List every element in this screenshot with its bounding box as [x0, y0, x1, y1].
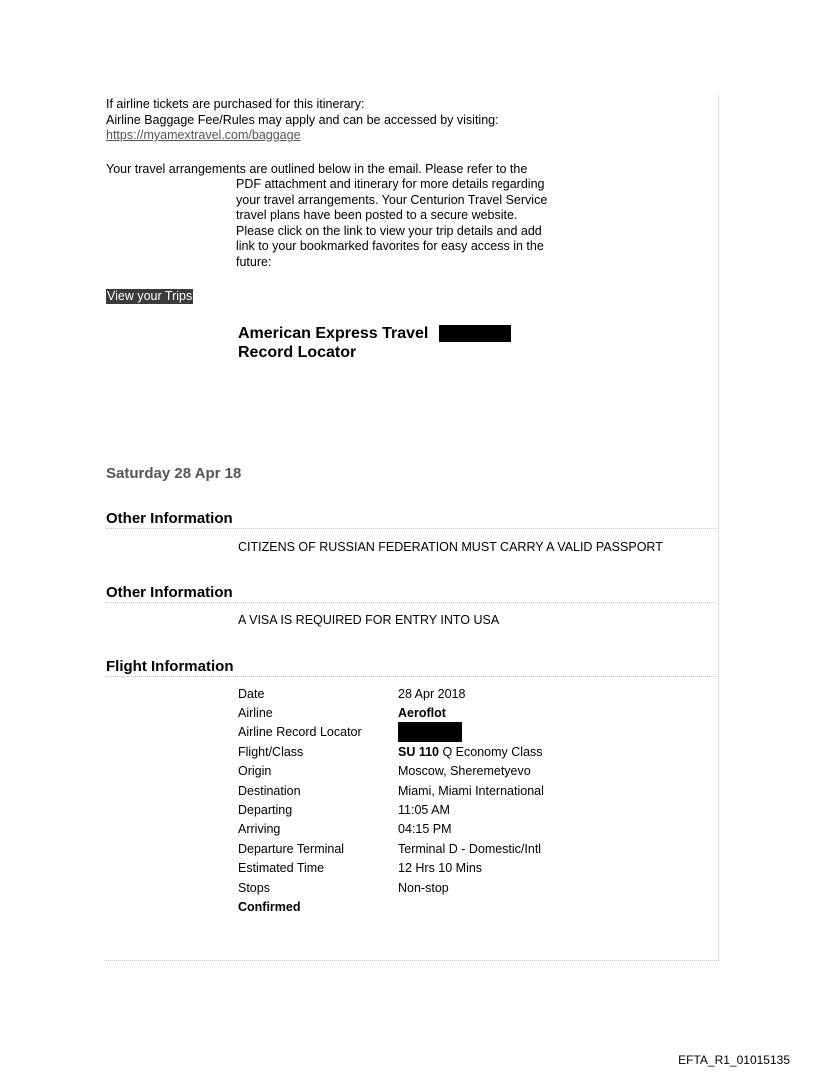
flight-label: Flight/Class — [238, 744, 304, 759]
flight-value: Terminal D - Domestic/Intl — [398, 841, 542, 856]
locator-title: American Express Travel — [238, 325, 429, 342]
flight-row-flight-class — [238, 742, 544, 761]
flight-row-date — [238, 684, 544, 703]
baggage-notice — [106, 97, 499, 144]
passport-notice: CITIZENS OF RUSSIAN FEDERATION MUST CARRY A VALID PASSPORT — [238, 540, 663, 554]
flight-row-arriving — [238, 820, 544, 839]
flight-label: Date — [238, 686, 265, 701]
flight-label: Stops — [238, 880, 270, 895]
arrangements-line: future: — [236, 254, 272, 269]
flight-row-confirmed — [238, 897, 544, 916]
baggage-line-1: If airline tickets are purchased for this itinerary: — [106, 97, 365, 111]
arrangements-line: travel plans have been posted to a secure website. — [236, 208, 518, 223]
locator-subtitle: Record Locator — [238, 344, 357, 361]
flight-label: Airline — [238, 706, 273, 721]
redacted-airline-locator — [398, 722, 462, 742]
baggage-link[interactable]: https://myamextravel.com/baggage — [106, 128, 301, 143]
flight-label: Departing — [238, 803, 293, 818]
section-heading-other-info-1: Other Information — [106, 510, 716, 529]
flight-label: Destination — [238, 783, 301, 798]
baggage-line-2: Airline Baggage Fee/Rules may apply and can be accessed by visiting: — [106, 112, 499, 127]
arrangements-body — [236, 177, 616, 271]
flight-number: SU 110 — [398, 744, 440, 759]
flight-label: Estimated Time — [238, 861, 325, 876]
flight-value: 28 Apr 2018 — [398, 686, 466, 701]
arrangements-lead: Your travel arrangements are outlined below in the email. Please refer to the — [106, 162, 528, 176]
flight-value — [398, 745, 543, 759]
section-heading-flight-info: Flight Information — [106, 658, 716, 677]
arrangements-line: PDF attachment and itinerary for more details regarding — [236, 177, 545, 191]
flight-value: 11:05 AM — [398, 803, 450, 818]
flight-label: Departure Terminal — [238, 841, 345, 856]
flight-value: Non-stop — [398, 880, 449, 895]
arrangements-line: your travel arrangements. Your Centurion Travel Service — [236, 192, 548, 207]
arrangements-line: Please click on the link to view your trip details and add — [236, 223, 542, 238]
flight-row-stops — [238, 878, 544, 897]
flight-row-origin — [238, 762, 544, 781]
record-locator-block — [238, 324, 511, 362]
flight-row-airline — [238, 703, 544, 722]
confirmed-status: Confirmed — [238, 899, 301, 914]
flight-row-airline-locator — [238, 723, 544, 742]
flight-row-estimated-time — [238, 859, 544, 878]
flight-value: 12 Hrs 10 Mins — [398, 861, 483, 876]
flight-value: Moscow, Sheremetyevo — [398, 764, 531, 779]
flight-value: Miami, Miami International — [398, 783, 544, 798]
flight-value: 04:15 PM — [398, 822, 452, 837]
view-trips-button[interactable]: View your Trips — [107, 289, 193, 303]
arrangements-line: link to your bookmarked favorites for easy access in the — [236, 239, 544, 254]
section-heading-other-info-2: Other Information — [106, 584, 716, 603]
trip-date-heading: Saturday 28 Apr 18 — [106, 465, 242, 482]
flight-row-departure-terminal — [238, 839, 544, 858]
flight-details-table — [238, 684, 544, 917]
redacted-locator — [439, 325, 511, 342]
flight-label: Arriving — [238, 822, 281, 837]
flight-value: Aeroflot — [398, 706, 446, 721]
flight-row-departing — [238, 800, 544, 819]
visa-notice: A VISA IS REQUIRED FOR ENTRY INTO USA — [238, 613, 500, 627]
document-id: EFTA_R1_01015135 — [678, 1053, 790, 1067]
flight-label: Airline Record Locator — [238, 725, 362, 740]
flight-row-destination — [238, 781, 544, 800]
flight-label: Origin — [238, 764, 272, 779]
fare-class: Q Economy Class — [439, 744, 543, 759]
